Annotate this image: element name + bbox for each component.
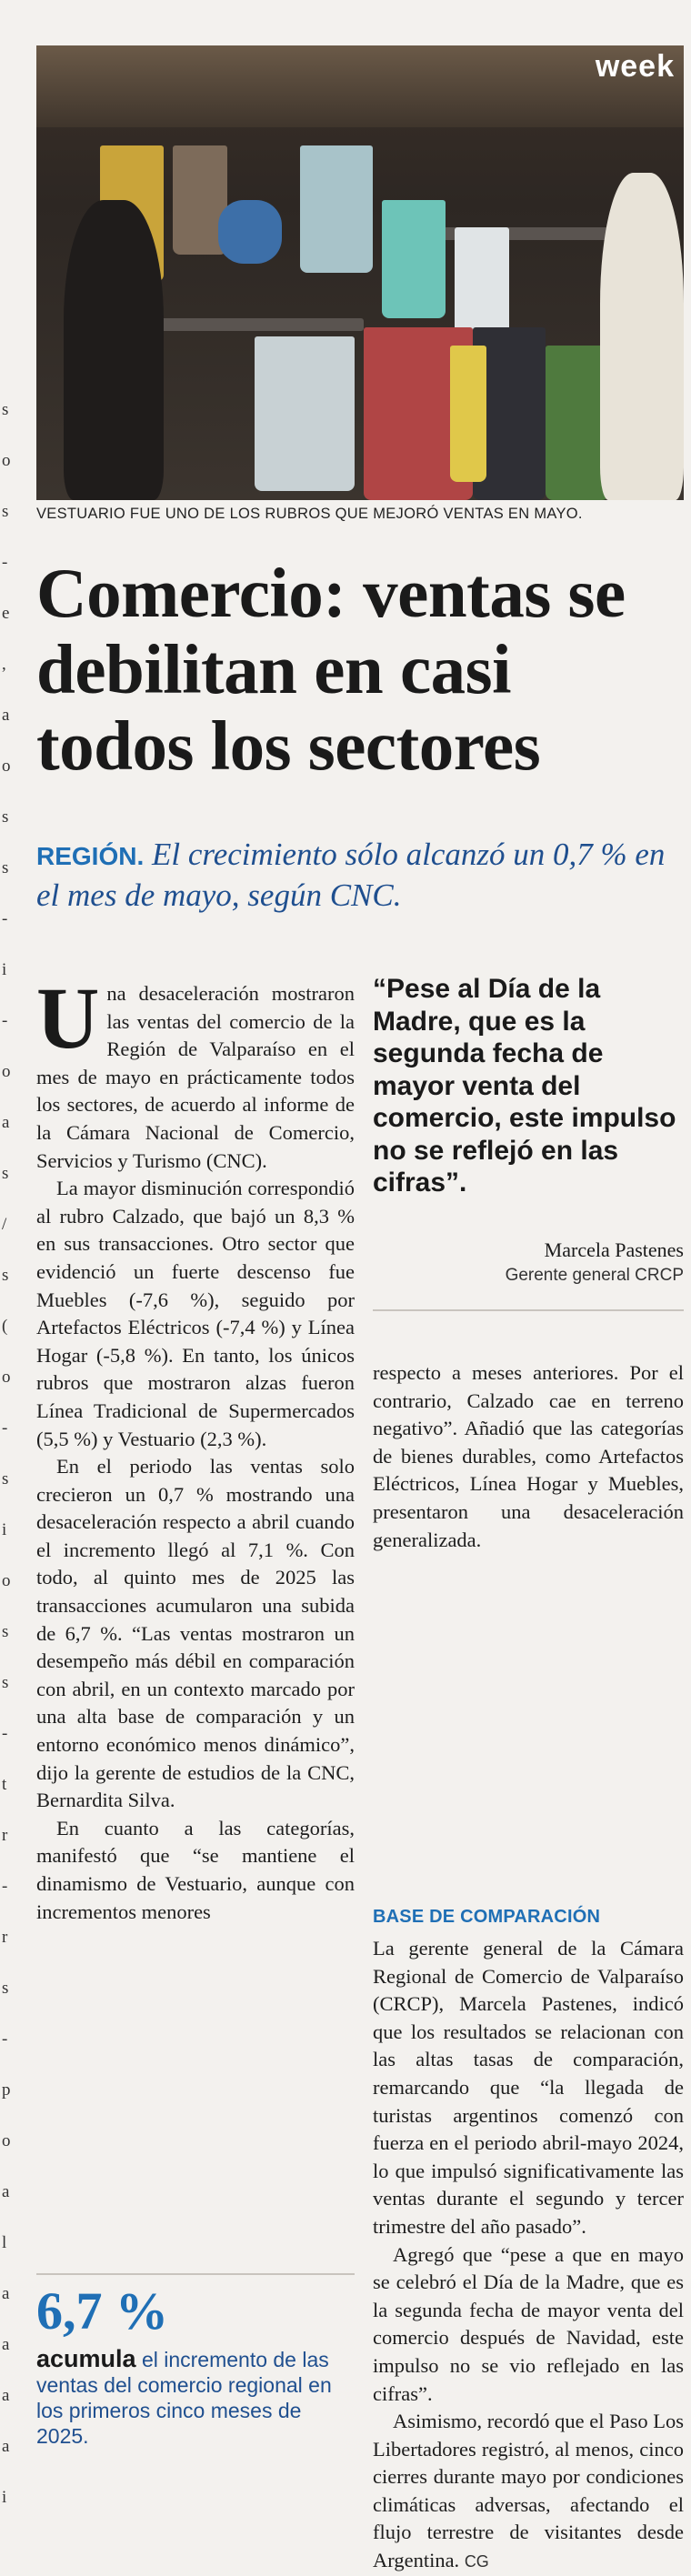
store-sign: week — [595, 49, 675, 84]
garment — [300, 145, 373, 273]
body-paragraph: La mayor disminución correspondió al rubro Calzado, que bajó un 8,3 % en sus transacciones. Otro sector que evidenció un fuerte descenso fue Muebles (-7,6 %), seguido por Artefactos Eléctricos (-7,4 %) y Línea Hogar (-5,8 %). En tanto, los únicos rubros que mostraron alzas fueron Línea Tradicional de Supermercados (5,5 %) y Vestuario (2,3 %). — [36, 1177, 355, 1450]
gutter-fragment: - — [2, 2030, 8, 2049]
body-paragraph: La gerente general de la Cámara Regional de Comercio de Valparaíso (CRCP), Marcela Pastenes, indicó que los resultados se relacionan con las altas tasas de comparación, remarcando que “la llegada de turistas argentinos comenzó con fuerza en el periodo abril-mayo 2024, lo que impulsó significativamente las ventas durante el segundo y tercer trimestre del año pasado”. — [373, 1937, 684, 2238]
gutter-fragment: - — [2, 909, 8, 928]
ceiling-lights — [36, 45, 684, 127]
gutter-fragment: s — [2, 1164, 9, 1183]
divider — [373, 1309, 684, 1311]
gutter-fragment: , — [2, 655, 6, 674]
gutter-fragment: o — [2, 1368, 11, 1387]
body-column-1 — [36, 969, 355, 1926]
gutter-fragment: a — [2, 2284, 10, 2303]
backpack — [218, 200, 282, 264]
gutter-fragment: s — [2, 1469, 9, 1488]
body-paragraph: Asimismo, recordó que el Paso Los Libertadores registró, al menos, cinco cierres durante mayo por condiciones climáticas adversas, afectando el flujo terrestre de visitantes desde Argentina. CG — [373, 2410, 684, 2572]
stat-value: 6,7 % — [36, 2281, 168, 2340]
gutter-fragment: e — [2, 604, 10, 623]
divider — [36, 2273, 355, 2275]
lead-text: El crecimiento sólo alcanzó un 0,7 % en el mes de mayo, según CNC. — [36, 837, 666, 913]
gutter-fragment: - — [2, 1011, 8, 1030]
garment — [255, 336, 355, 491]
quote-author: Marcela Pastenes — [544, 1238, 684, 1261]
body-column-2 — [373, 1359, 684, 1554]
gutter-fragment: - — [2, 1418, 8, 1438]
gutter-fragment: o — [2, 1062, 11, 1081]
section-kicker: REGIÓN. — [36, 842, 145, 870]
gutter-fragment: a — [2, 2182, 10, 2201]
mannequin — [64, 200, 164, 500]
gutter-fragment: r — [2, 1928, 8, 1947]
gutter-fragment: a — [2, 1113, 10, 1132]
body-paragraph: Una desaceleración mostraron las ventas del comercio de la Región de Valparaíso en el mes de mayo en prácticamente todos los sectores, de acuerdo al informe de la Cámara Nacional de Comercio, Servicios y Turismo (CNC). — [36, 969, 355, 1172]
gutter-fragment: s — [2, 502, 9, 521]
quote-author-role: Gerente general CRCP — [505, 1266, 684, 1285]
body-paragraph: respecto a meses anteriores. Por el contrario, Calzado cae en terreno negativo”. Añadió que las categorías de bienes durables, como Artefactos Eléctricos, Línea Hogar y Muebles, presentaron una desaceleración generalizada. — [373, 1361, 684, 1551]
adjacent-column-fragments — [0, 0, 20, 2507]
gutter-fragment: s — [2, 1266, 9, 1285]
gutter-fragment: s — [2, 1673, 9, 1692]
gutter-fragment: a — [2, 2437, 10, 2456]
gutter-fragment: p — [2, 2080, 11, 2100]
pull-quote: “Pese al Día de la Madre, que es la segunda fecha de mayor venta del comercio, este impulso no se reflejó en las cifras”. — [373, 974, 676, 1198]
stat-label-bold: acumula — [36, 2345, 136, 2372]
author-initials: CG — [464, 2552, 489, 2571]
section-subhead: BASE DE COMPARACIÓN — [373, 1907, 601, 1927]
gutter-fragment: o — [2, 451, 11, 470]
dropcap: U — [36, 969, 100, 1067]
gutter-fragment: i — [2, 1520, 7, 1539]
headline: Comercio: ventas se debilitan en casi todos los sectores — [36, 554, 626, 785]
gutter-fragment: o — [2, 1571, 11, 1590]
body-paragraph: En cuanto a las categorías, manifestó que “se mantiene el dinamismo de Vestuario, aunque con incrementos menores — [36, 1816, 355, 1923]
gutter-fragment: r — [2, 1826, 8, 1845]
gutter-fragment: s — [2, 1622, 9, 1641]
gutter-fragment: i — [2, 2488, 7, 2507]
stat-label: el incremento de las ventas del comercio regional en los primeros cinco meses de 2025. — [36, 2348, 332, 2448]
gutter-fragment: o — [2, 757, 11, 776]
gutter-fragment: l — [2, 2233, 7, 2252]
gutter-fragment: t — [2, 1775, 7, 1794]
body-column-3 — [373, 1935, 684, 2576]
garment — [450, 346, 486, 482]
gutter-fragment: ( — [2, 1317, 8, 1336]
gutter-fragment: - — [2, 1724, 8, 1743]
photo-caption: VESTUARIO FUE UNO DE LOS RUBROS QUE MEJORÓ VENTAS EN MAYO. — [36, 506, 583, 522]
gutter-fragment: a — [2, 706, 10, 725]
body-paragraph: Agregó que “pese a que en mayo se celebró el Día de la Madre, que es la segunda fecha de mayor venta del comercio después de Navidad, este impulso no se vio reflejado en las cifras”. — [373, 2242, 684, 2405]
mannequin — [600, 173, 684, 500]
gutter-fragment: a — [2, 2335, 10, 2354]
gutter-fragment: s — [2, 807, 9, 827]
gutter-fragment: i — [2, 960, 7, 979]
stat-description — [36, 2346, 355, 2449]
lead-paragraph — [36, 835, 684, 915]
body-paragraph: En el periodo las ventas solo crecieron un 0,7 % mostrando una desaceleración respecto a abril cuando el incremento llegó al 7,1 %. Con todo, al quinto mes de 2025 las transacciones acumularon una subida de 6,7 %. “Las ventas mostraron un desempeño más débil en comparación con abril, en un contexto marcado por una alta base de comparación y un entorno económico menos dinámico”, dijo la gerente de estudios de la CNC, Bernardita Silva. — [36, 1455, 355, 1812]
gutter-fragment: - — [2, 1877, 8, 1896]
gutter-fragment: a — [2, 2386, 10, 2405]
gutter-fragment: s — [2, 1979, 9, 1998]
gutter-fragment: - — [2, 553, 8, 572]
store-photo — [36, 45, 684, 500]
gutter-fragment: / — [2, 1215, 7, 1234]
gutter-fragment: o — [2, 2131, 11, 2150]
gutter-fragment: s — [2, 400, 9, 419]
gutter-fragment: s — [2, 858, 9, 877]
garment — [382, 200, 446, 318]
